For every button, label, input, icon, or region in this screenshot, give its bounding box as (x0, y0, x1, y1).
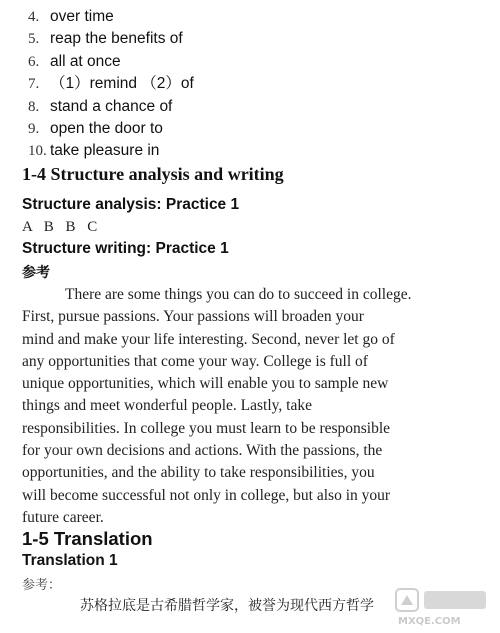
reference-label: 参考 (22, 265, 50, 281)
translation-sub-heading: Translation 1 (22, 552, 118, 569)
list-item-number: 5. (28, 31, 40, 48)
paragraph-line: things and meet wonderful people. Lastly, take (22, 397, 312, 415)
list-item-text: open the door to (50, 119, 163, 137)
list-item-text: over time (50, 8, 114, 25)
list-item-text: take pleasure in (50, 142, 160, 160)
list-item-text: stand a chance of (50, 97, 173, 115)
translation-reference-label: 参考： (22, 578, 62, 593)
list-item (28, 118, 488, 140)
list-item (28, 28, 488, 50)
paragraph-line: responsibilities. In college you must learn to be responsible (22, 419, 391, 437)
list-item (28, 51, 488, 73)
list-item-number: 7. (28, 76, 40, 93)
list-item (28, 73, 488, 95)
watermark-text: MXQE.COM (398, 616, 461, 627)
paragraph-line: will become successful not only in college, but also in your (22, 486, 391, 504)
structure-writing-heading: Structure writing: Practice 1 (22, 240, 229, 257)
phrase-answer-list (28, 6, 488, 163)
list-item-number: 10. (28, 143, 47, 160)
section-title-structure: 1-4 Structure analysis and writing (22, 164, 284, 184)
section-title-translation: 1-5 Translation (22, 528, 153, 549)
list-item-number: 6. (28, 53, 40, 70)
paragraph-line: There are some things you can do to succeed in college. (65, 286, 412, 303)
watermark-logo (394, 587, 492, 627)
paragraph-line: for your own decisions and actions. With the passions, the (22, 442, 383, 460)
paragraph-line: any opportunities that come your way. College is full of (22, 352, 368, 370)
list-item-text: reap the benefits of (50, 30, 183, 48)
list-item (28, 96, 488, 118)
list-item-number: 4. (28, 9, 40, 25)
list-item-number: 9. (28, 120, 40, 137)
list-item-text: all at once (50, 52, 121, 70)
paragraph-line: opportunities, and the ability to take responsibilities, you (22, 464, 375, 482)
list-item (28, 140, 488, 162)
structure-analysis-answers: A B B C (22, 219, 98, 235)
watermark-graphic (394, 587, 492, 627)
paragraph-line: future career. (22, 508, 104, 526)
list-item-text: （1）remind （2）of (50, 75, 194, 93)
translation-text: 苏格拉底是古希腊哲学家，被誉为现代西方哲学 (80, 598, 374, 614)
structure-analysis-heading: Structure analysis: Practice 1 (22, 196, 240, 213)
paragraph-line: mind and make your life interesting. Second, never let go of (22, 330, 395, 348)
paragraph-line: First, pursue passions. Your passions will broaden your (22, 308, 364, 326)
sample-paragraph (22, 284, 440, 529)
list-item (28, 6, 488, 28)
list-item-number: 8. (28, 98, 40, 115)
paragraph-line: unique opportunities, which will enable you to sample new (22, 375, 389, 393)
